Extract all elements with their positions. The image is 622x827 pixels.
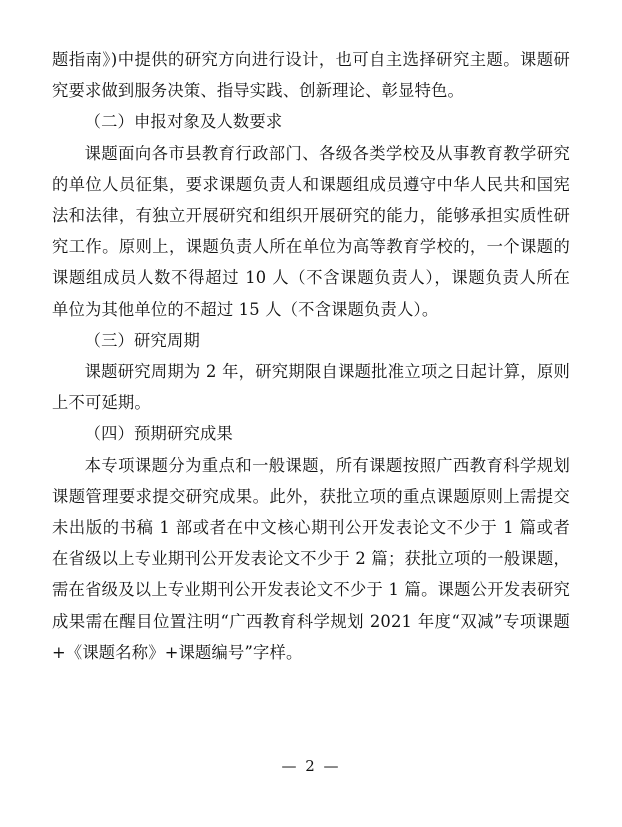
paragraph-expected-results: 本专项课题分为重点和一般课题，所有课题按照广西教育科学规划课题管理要求提交研究成果。此外，获批立项的重点课题原则上需提交未出版的书稿 1 部或者在中文核心期刊公开发表论文不少于 1 篇或者在省级以上专业期刊公开发表论文不少于 2 篇；获批立项的一般课题，需在省级及以上专业期刊公开发表论文不少于 1 篇。课题公开发表研究成果需在醒目位置注明“广西教育科学规划 2021 年度“双减”专项课题+《课题名称》+课题编号”字样。 — [52, 455, 570, 662]
page-number: — 2 — — [281, 757, 341, 775]
paragraph-continued: 题指南》)中提供的研究方向进行设计，也可自主选择研究主题。课题研究要求做到服务决策、指导实践、创新理论、彰显特色。 — [52, 50, 570, 101]
paragraph-applicants: 课题面向各市县教育行政部门、各级各类学校及从事教育教学研究的单位人员征集，要求课题负责人和课题组成员遵守中华人民共和国宪法和法律，有独立开展研究和组织开展研究的能力，能够承担实质性研究工作。原则上，课题负责人所在单位为高等教育学校的，一个课题的课题组成员人数不得超过 10 人（不含课题负责人），课题负责人所在单位为其他单位的不超过 15 人（不含课题负责人）。 — [52, 143, 570, 319]
paragraph-research-period: 课题研究周期为 2 年，研究期限自课题批准立项之日起计算，原则上不可延期。 — [52, 362, 570, 413]
section-heading-3: （三）研究周期 — [84, 330, 200, 350]
document-body — [52, 44, 570, 668]
section-heading-2: （二）申报对象及人数要求 — [84, 112, 283, 132]
section-heading-4: （四）预期研究成果 — [84, 424, 233, 444]
